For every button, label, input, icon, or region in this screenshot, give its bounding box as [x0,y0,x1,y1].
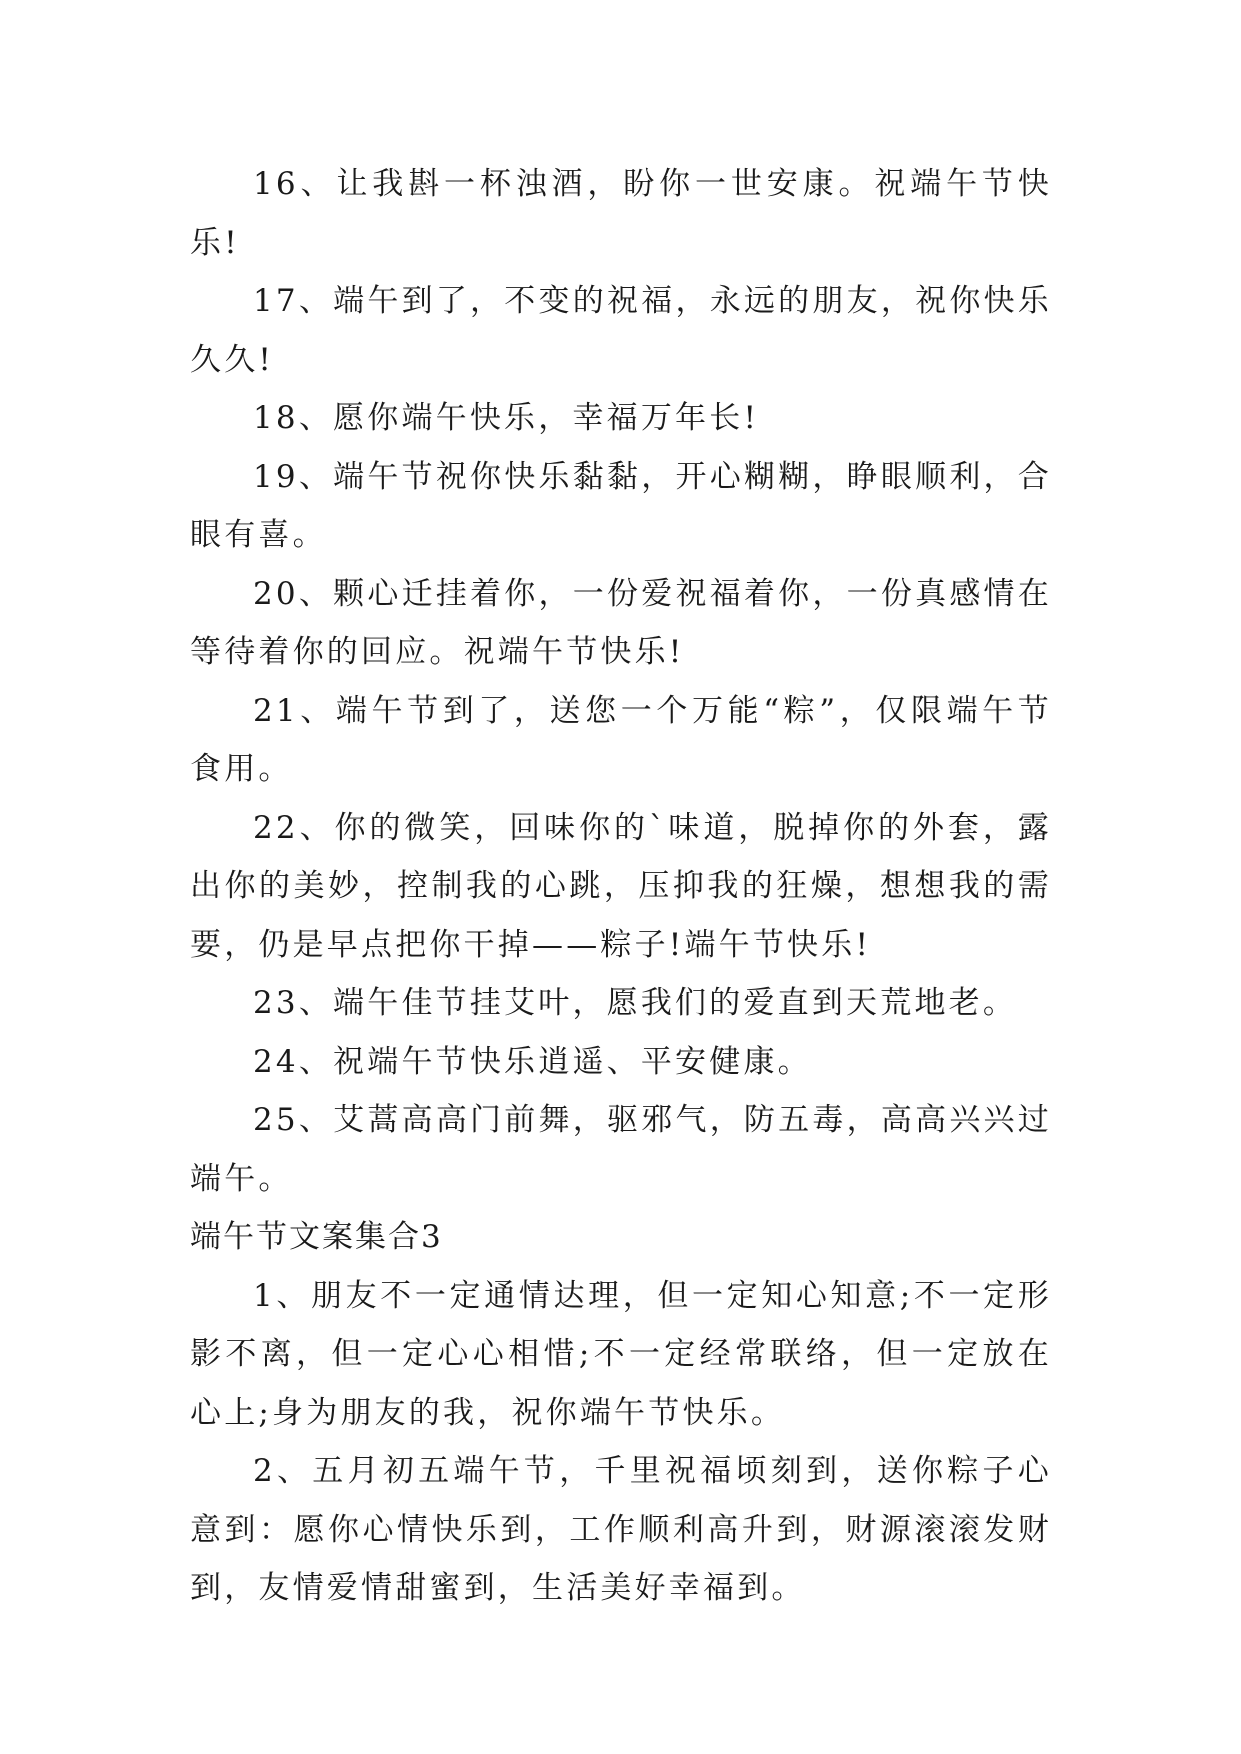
paragraph-24: 24、祝端午节快乐逍遥、平安健康。 [253,1043,812,1080]
paragraph-22: 22、你的微笑，回味你的`味道，脱掉你的外套，露出你的美妙，控制我的心跳，压抑我的狂燥，想想我的需要，仍是早点把你干掉——粽子!端午节快乐! [190,809,1052,963]
section-paragraph-2: 2、五月初五端午节，千里祝福顷刻到，送你粽子心意到：愿你心情快乐到，工作顺利高升到，财源滚滚发财到，友情爱情甜蜜到，生活美好幸福到。 [190,1453,1052,1606]
paragraph-25: 25、艾蒿高高门前舞，驱邪气，防五毒，高高兴兴过端午。 [190,1102,1052,1197]
paragraph-19: 19、端午节祝你快乐黏黏，开心糊糊，睁眼顺利，合眼有喜。 [190,458,1052,553]
paragraph-20: 20、颗心迁挂着你，一份爱祝福着你，一份真感情在等待着你的回应。祝端午节快乐! [190,575,1052,670]
document-body [190,155,1052,1618]
section-paragraph-1: 1、朋友不一定通情达理，但一定知心知意;不一定形影不离，但一定心心相惜;不一定经常联络，但一定放在心上;身为朋友的我，祝你端午节快乐。 [190,1277,1052,1431]
paragraph-16: 16、让我斟一杯浊酒，盼你一世安康。祝端午节快乐! [190,166,1052,261]
paragraph-18: 18、愿你端午快乐，幸福万年长! [253,400,760,436]
paragraph-21: 21、端午节到了，送您一个万能“粽”，仅限端午节食用。 [190,692,1052,787]
section-heading: 端午节文案集合3 [190,1219,443,1255]
paragraph-23: 23、端午佳节挂艾叶，愿我们的爱直到天荒地老。 [253,985,1018,1021]
paragraph-17: 17、端午到了，不变的祝福，永远的朋友，祝你快乐久久! [190,283,1052,378]
